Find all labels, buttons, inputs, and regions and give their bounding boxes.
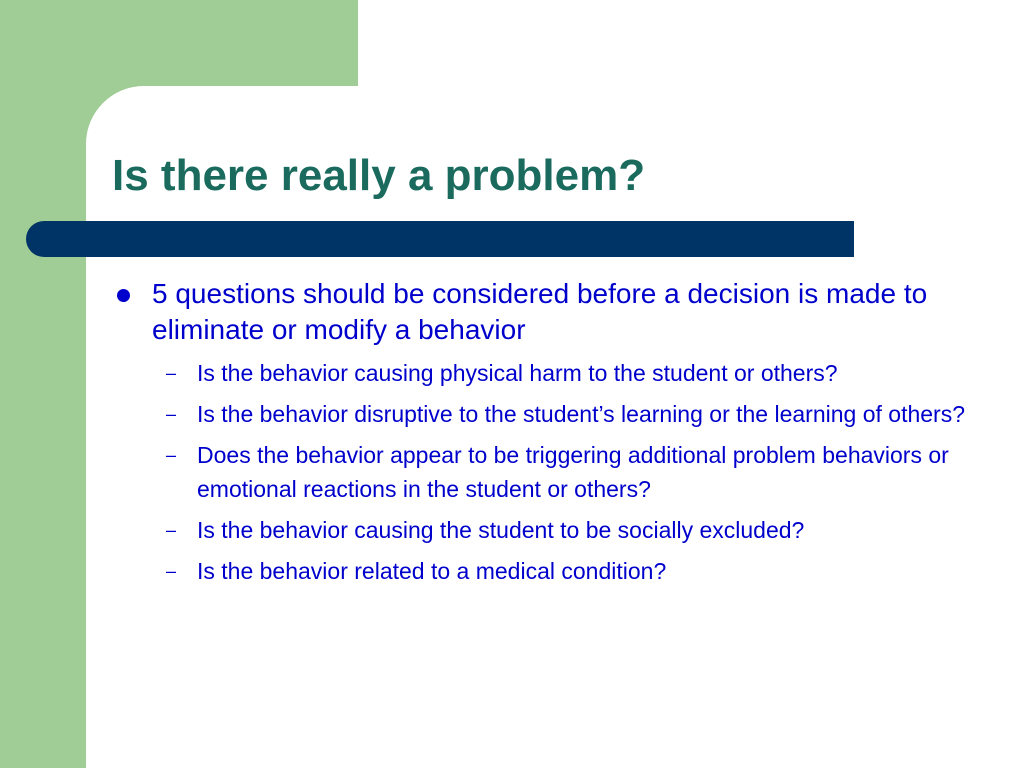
sub-bullet-text: Is the behavior causing the student to be socially excluded? xyxy=(197,517,805,543)
main-bullet xyxy=(112,276,1002,348)
main-bullet-text: 5 questions should be considered before a decision is made to eliminate or modify a behavior xyxy=(152,278,928,345)
sub-bullet-text: Is the behavior causing physical harm to the student or others? xyxy=(197,360,838,386)
dash-icon: – xyxy=(166,445,177,465)
sub-bullet-text: Does the behavior appear to be triggering additional problem behaviors or emotional reactions in the student or others? xyxy=(197,442,949,502)
sub-bullet xyxy=(112,513,1002,547)
slide-title: Is there really a problem? xyxy=(112,151,646,200)
dash-icon: – xyxy=(166,404,177,424)
dash-icon: – xyxy=(166,520,177,540)
sub-bullet xyxy=(112,554,1002,588)
dash-icon: – xyxy=(166,561,177,581)
sub-bullet-text: Is the behavior related to a medical condition? xyxy=(197,558,667,584)
dash-icon: – xyxy=(166,363,177,383)
sub-bullet-list xyxy=(112,356,1002,588)
sub-bullet xyxy=(112,438,1002,506)
sub-bullet-text: Is the behavior disruptive to the student’s learning or the learning of others? xyxy=(197,401,965,427)
title-underline-bar xyxy=(26,221,854,257)
sub-bullet xyxy=(112,356,1002,390)
bullet-dot-icon xyxy=(117,289,130,302)
slide-body xyxy=(112,276,1002,595)
sub-bullet xyxy=(112,397,1002,431)
